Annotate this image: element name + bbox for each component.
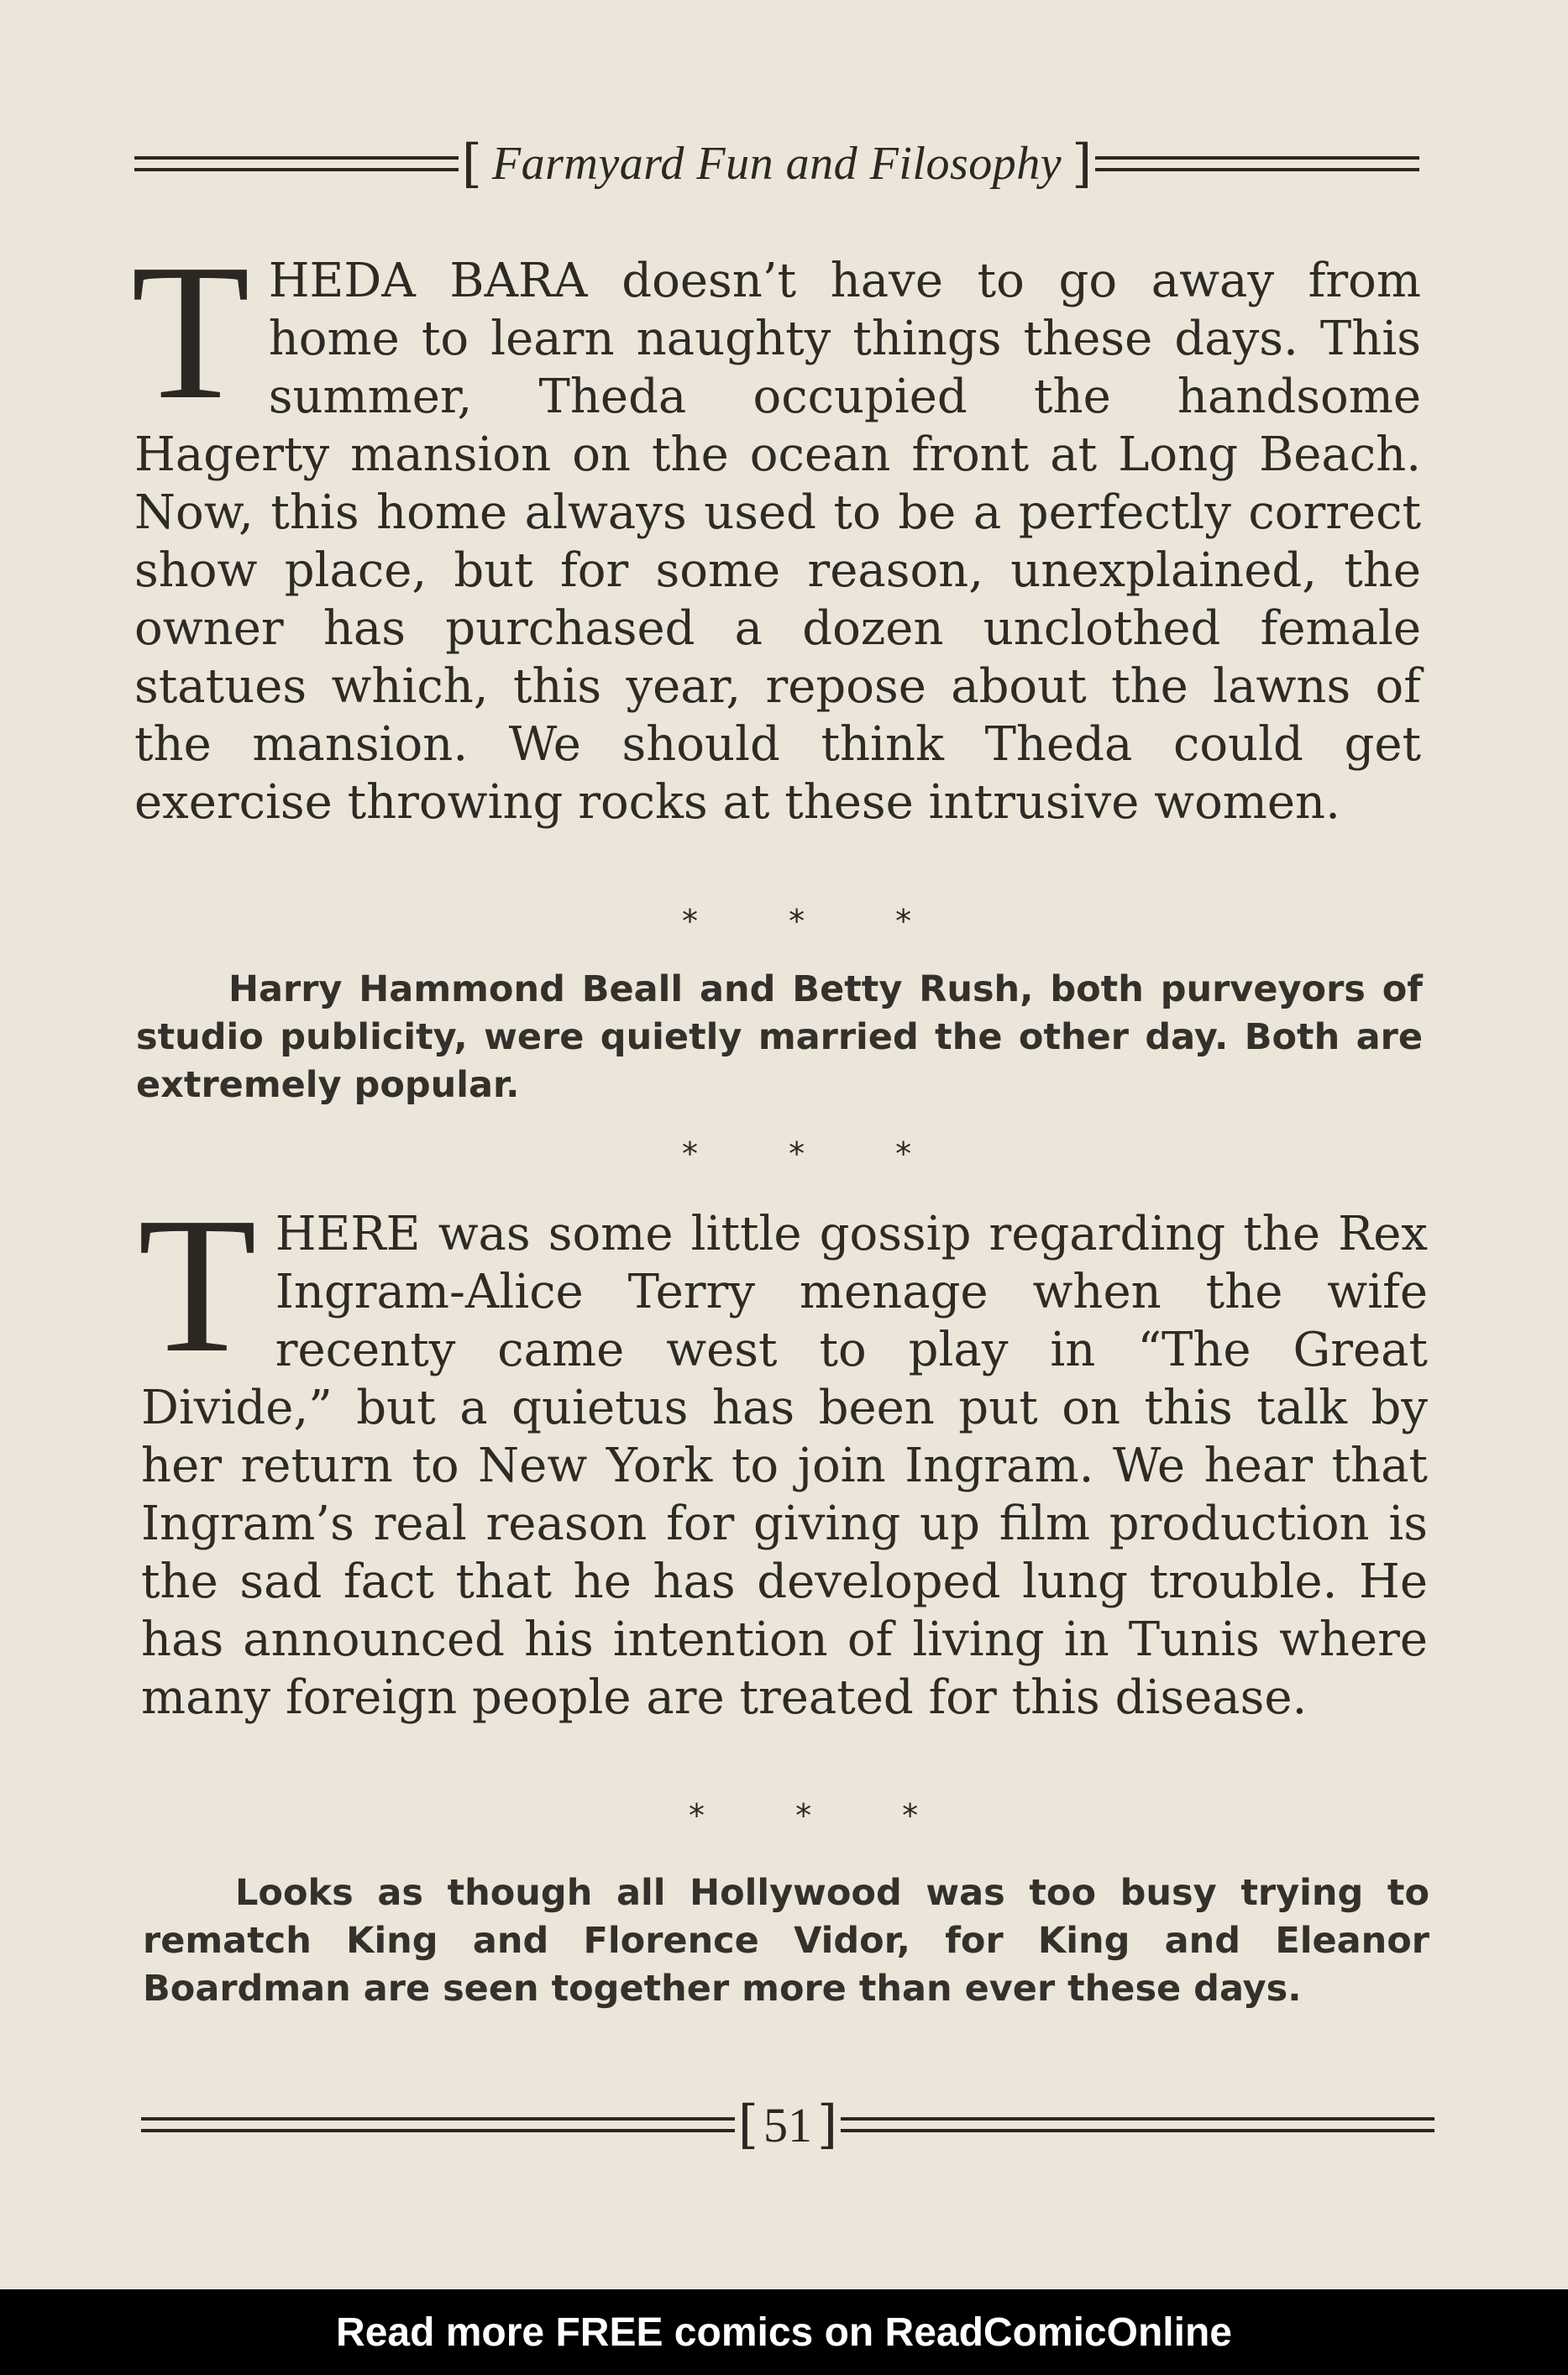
- header-rule-right: [1095, 156, 1419, 171]
- page-footer: [141, 2091, 1434, 2158]
- footer-bracket-open: [: [737, 2094, 758, 2155]
- promo-banner[interactable]: [0, 2289, 1568, 2375]
- header-bracket-close: ]: [1072, 133, 1093, 194]
- footer-bracket-close: ]: [817, 2094, 838, 2155]
- article-text: HERE was some little gossip regarding the Rex Ingram-Alice Terry menage when the wife recenty came west to play in “The Great Divide,” but a quietus has been put on this talk by her return to New York to join Ingram. We hear that Ingram’s real reason for giving up film production is the sad fact that he has developed lung trouble. He has announced his intention of living in Tunis where many foreign people are treated for this disease.: [141, 1207, 1428, 1725]
- promo-banner-link[interactable]: Read more FREE comics on ReadComicOnline: [336, 2309, 1232, 2355]
- news-note: Harry Hammond Beall and Betty Rush, both purveyors of studio publicity, were quietly married the other day. Both are extremely popular.: [136, 968, 1423, 1106]
- drop-cap: T: [138, 1177, 257, 1393]
- article-theda-bara: [131, 224, 1421, 831]
- footer-rule-right: [841, 2117, 1434, 2132]
- article-text: HEDA BARA doesn’t have to go away from home to learn naughty things these days. This summer, Theda occupied the handsome Hagerty mansion on the ocean front at Long Beach. Now, this home always used to be a perfectly correct show place, but for some reason, unexplained, the owner has purchased a dozen unclothed female statues which, this year, repose about the lawns of the mansion. We should think Theda could get exercise throwing rocks at these intrusive women.: [134, 254, 1421, 830]
- drop-cap: T: [131, 224, 250, 440]
- section-separator: * * *: [682, 903, 952, 940]
- running-header: [134, 134, 1419, 193]
- article-rex-ingram: [138, 1177, 1428, 1727]
- news-note: Looks as though all Hollywood was too busy trying to rematch King and Florence Vidor, for King and Eleanor Boardman are seen together more than ever these days.: [143, 1872, 1429, 2010]
- section-separator: * * *: [689, 1797, 959, 1834]
- header-bracket-open: [: [461, 133, 482, 194]
- header-title: Farmyard Fun and Filosophy: [491, 138, 1062, 190]
- header-rule-left: [134, 156, 459, 171]
- section-separator: * * *: [682, 1135, 952, 1172]
- footer-rule-left: [141, 2117, 735, 2132]
- page-number: 51: [763, 2097, 812, 2152]
